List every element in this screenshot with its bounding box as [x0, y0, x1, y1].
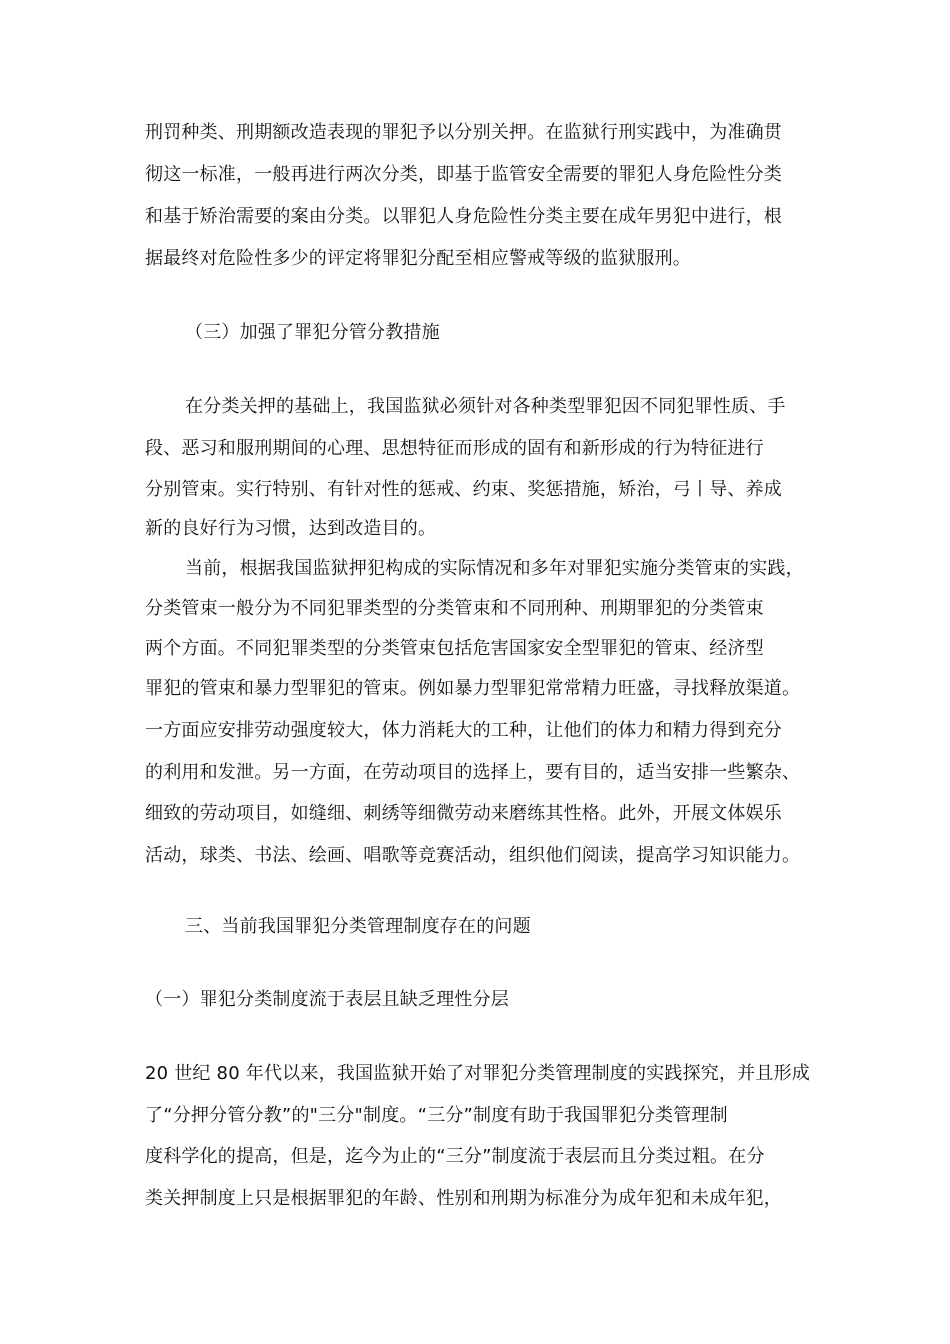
paragraph-3-line-6: 的利用和发泄。另一方面，在劳动项目的选择上，要有目的，适当安排一些繁杂、 — [145, 762, 801, 783]
paragraph-3-line-3: 两个方面。不同犯罪类型的分类管束包括危害国家安全型罪犯的管束、经济型 — [145, 638, 764, 659]
section-heading-three: 三、当前我国罪犯分类管理制度存在的问题 — [185, 916, 531, 937]
paragraph-2-line-4: 新的良好行为习惯，达到改造目的。 — [145, 518, 437, 539]
paragraph-2-line-3: 分别管束。实行特别、有针对性的惩戒、约束、奖惩措施，矫治，弓丨导、养成 — [145, 479, 782, 500]
paragraph-3-line-7: 细致的劳动项目，如缝细、刺绣等细微劳动来磨练其性格。此外，开展文体娱乐 — [145, 803, 782, 824]
paragraph-2-line-2: 段、恶习和服刑期间的心理、思想特征而形成的固有和新形成的行为特征进行 — [145, 438, 764, 459]
paragraph-3-line-2: 分类管束一般分为不同犯罪类型的分类管束和不同刑种、刑期罪犯的分类管束 — [145, 598, 764, 619]
paragraph-4-line-3: 度科学化的提高，但是，迄今为止的“三分”制度流于表层而且分类过粗。在分 — [145, 1146, 765, 1167]
paragraph-3-line-8: 活动，球类、书法、绘画、唱歌等竞赛活动，组织他们阅读，提高学习知识能力。 — [145, 845, 801, 866]
paragraph-3-line-4: 罪犯的管束和暴力型罪犯的管束。例如暴力型罪犯常常精力旺盛，寻找释放渠道。 — [145, 678, 801, 699]
paragraph-1-line-1: 刑罚种类、刑期额改造表现的罪犯予以分别关押。在监狱行刑实践中，为准确贯 — [145, 122, 782, 143]
paragraph-4-line-1: 20 世纪 80 年代以来，我国监狱开始了对罪犯分类管理制度的实践探究，并且形成 — [145, 1063, 810, 1084]
paragraph-1-line-2: 彻这一标准，一般再进行两次分类，即基于监管安全需要的罪犯人身危险性分类 — [145, 164, 782, 185]
paragraph-1-line-3: 和基于矫治需要的案由分类。以罪犯人身危险性分类主要在成年男犯中进行，根 — [145, 206, 782, 227]
section-heading-3: （三）加强了罪犯分管分教措施 — [185, 322, 440, 343]
paragraph-3-line-1: 当前，根据我国监狱押犯构成的实际情况和多年对罪犯实施分类管束的实践， — [185, 558, 804, 579]
paragraph-1-line-4: 据最终对危险性多少的评定将罪犯分配至相应警戒等级的监狱服刑。 — [145, 248, 691, 269]
subsection-heading-1: （一）罪犯分类制度流于表层且缺乏理性分层 — [145, 989, 509, 1010]
paragraph-4-line-2: 了“分押分管分教”的"三分"制度。“三分”制度有助于我国罪犯分类管理制 — [145, 1105, 728, 1126]
paragraph-4-line-4: 类关押制度上只是根据罪犯的年龄、性别和刑期为标准分为成年犯和未成年犯， — [145, 1188, 782, 1209]
paragraph-2-line-1: 在分类关押的基础上，我国监狱必须针对各种类型罪犯因不同犯罪性质、手 — [185, 396, 786, 417]
paragraph-3-line-5: 一方面应安排劳动强度较大，体力消耗大的工种，让他们的体力和精力得到充分 — [145, 720, 782, 741]
